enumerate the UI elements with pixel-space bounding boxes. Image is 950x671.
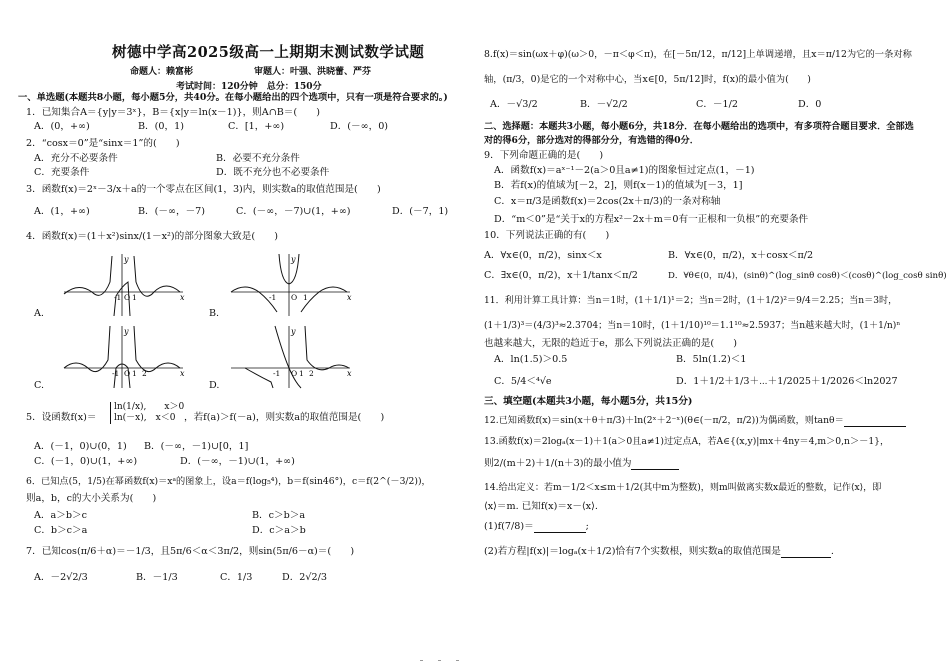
q3-option-a[interactable]: A．(1，+∞) bbox=[34, 206, 90, 217]
page-title: 树德中学高2025级高一上期期末测试数学试题 bbox=[112, 44, 425, 61]
section3-heading: 三、填空题(本题共3小题，每小题5分，共15分) bbox=[484, 396, 693, 407]
q13-text: 则2/(m＋2)＋1/(n＋3)的最小值为 bbox=[484, 458, 632, 469]
q4a-tick-neg1: -1 bbox=[114, 293, 122, 302]
q5-piecewise bbox=[110, 402, 184, 424]
q3-option-d[interactable]: D．(－7，1) bbox=[392, 206, 449, 217]
q4-label-c[interactable]: C. bbox=[34, 380, 45, 391]
q2-option-c[interactable]: C．充要条件 bbox=[34, 167, 90, 178]
q2-option-d[interactable]: D．既不充分也不必要条件 bbox=[216, 167, 330, 178]
q10-option-d[interactable]: D．∀θ∈(0，π/4)，(sinθ)^(log_sinθ cosθ)＜(cosθ)^(log_cosθ sinθ) bbox=[668, 271, 947, 281]
q13-stem: 13.函数f(x)＝2logₐ(x－1)＋1(a＞0且a≠1)过定点A，若A∈{(x,y)|mx＋4ny＝4,m＞0,n＞－1}， bbox=[484, 436, 890, 447]
q1-option-a[interactable]: A．(0，+∞) bbox=[34, 121, 90, 132]
footer-mark bbox=[420, 660, 423, 661]
q4a-axis-y: y bbox=[124, 255, 129, 264]
q4b-axis-x: x bbox=[347, 293, 352, 302]
q4d-axis-x: x bbox=[347, 369, 352, 378]
q4-label-d[interactable]: D. bbox=[209, 380, 220, 391]
q5-piece-1: ln(1/x), x＞0 bbox=[114, 402, 185, 412]
q5-option-a[interactable]: A．(－1，0)∪(0，1) bbox=[34, 441, 127, 452]
q4-graph-b bbox=[225, 252, 355, 318]
q3-option-b[interactable]: B．(－∞，－7) bbox=[138, 206, 206, 217]
q5-stem-a: 5．设函数f(x)＝ bbox=[26, 412, 97, 423]
q14-part1-blank[interactable] bbox=[534, 522, 586, 533]
q14-part2: (2)若方程|f(x)|＝logₐ(x＋1/2)恰有7个实数根，则实数a的取值范围是 bbox=[484, 546, 781, 557]
q2-stem: 2．“cosx＝0”是“sinx＝1”的( ) bbox=[26, 138, 180, 149]
q4c-tick-neg1: -1 bbox=[112, 369, 120, 378]
q1-option-b[interactable]: B．(0，1) bbox=[138, 121, 184, 132]
q6-option-a[interactable]: A．a＞b＞c bbox=[34, 510, 87, 521]
q4d-origin: O bbox=[291, 369, 298, 378]
q4c-axis-y: y bbox=[124, 327, 129, 336]
q4c-tick-1: 1 bbox=[132, 369, 137, 378]
q5-option-d[interactable]: D．(－∞，－1)∪(1，+∞) bbox=[180, 456, 295, 467]
q4-graph-a bbox=[58, 252, 188, 318]
q14-stem-2: ⟨x⟩＝m. 已知f(x)＝x－⟨x⟩. bbox=[484, 501, 598, 512]
q1-option-c[interactable]: C．[1，+∞) bbox=[228, 121, 285, 132]
q5-piece-2: ln(－x), x＜0 bbox=[114, 413, 176, 423]
q3-stem: 3．函数f(x)＝2ˣ－3/x＋a的一个零点在区间(1，3)内，则实数a的取值范围是( ) bbox=[26, 184, 381, 195]
q4c-origin: O bbox=[124, 369, 131, 378]
q4d-tick-2: 2 bbox=[309, 369, 314, 378]
q4c-tick-2: 2 bbox=[142, 369, 147, 378]
q4b-axis-y: y bbox=[291, 255, 296, 264]
q11-option-a[interactable]: A．ln(1.5)＞0.5 bbox=[494, 354, 568, 365]
q4-label-b[interactable]: B. bbox=[209, 308, 220, 319]
q11-option-c[interactable]: C．5/4＜⁴√e bbox=[494, 376, 552, 387]
q8-stem-2: 轴，(π/3，0)是它的一个对称中心，当x∈[0，5π/12]时，f(x)的最小值为( ) bbox=[484, 74, 811, 85]
q5-option-b[interactable]: B．(－∞，－1)∪[0，1] bbox=[144, 441, 249, 452]
exam-info: 考试时间：120分钟 总分：150分 bbox=[176, 82, 322, 92]
q9-option-b[interactable]: B．若f(x)的值域为[－2，2]，则f(x－1)的值域为[－3，1] bbox=[494, 180, 743, 191]
q11-option-d[interactable]: D．1＋1/2＋1/3＋⋯＋1/2025＋1/2026＜ln2027 bbox=[676, 376, 898, 387]
q7-option-b[interactable]: B．－1/3 bbox=[136, 572, 178, 583]
footer-mark bbox=[456, 660, 459, 661]
q14-part2-row: (2)若方程|f(x)|＝logₐ(x＋1/2)恰有7个实数根，则实数a的取值范围是 . bbox=[484, 546, 834, 557]
q2-option-a[interactable]: A．充分不必要条件 bbox=[34, 153, 118, 164]
q9-option-d[interactable]: D．“m＜0”是“关于x的方程x²－2x＋m＝0有一正根和一负根”的充要条件 bbox=[494, 214, 809, 225]
q4a-axis-x: x bbox=[180, 293, 185, 302]
q13-stem-2-row bbox=[484, 458, 679, 470]
q8-option-d[interactable]: D．0 bbox=[798, 99, 822, 110]
q4d-tick-neg1: -1 bbox=[273, 369, 281, 378]
q10-option-c[interactable]: C．∃x∈(0，π/2)，x＋1/tanx＜π/2 bbox=[484, 270, 638, 281]
q6-option-b[interactable]: B．c＞b＞a bbox=[252, 510, 306, 521]
q4d-axis-y: y bbox=[291, 327, 296, 336]
q4b-tick-neg1: -1 bbox=[269, 293, 277, 302]
q9-option-a[interactable]: A．函数f(x)＝aˣ⁻¹－2(a＞0且a≠1)的图象恒过定点(1，－1) bbox=[494, 165, 755, 176]
q4c-axis-x: x bbox=[180, 369, 185, 378]
section1-heading: 一、单选题(本题共8小题，每小题5分，共40分。在每小题给出的四个选项中，只有一项是符合要求的。) bbox=[18, 92, 448, 103]
q8-option-a[interactable]: A．－√3/2 bbox=[490, 99, 538, 110]
q6-option-d[interactable]: D．c＞a＞b bbox=[252, 525, 306, 536]
q12-text: 12.已知函数f(x)＝sin(x＋θ＋π/3)＋ln(2ˣ＋2⁻ˣ)(θ∈(－π/2，π/2))为偶函数，则tanθ＝ bbox=[484, 415, 844, 426]
q6-stem-2: 则a，b，c的大小关系为( ) bbox=[26, 493, 157, 504]
q4a-origin: O bbox=[124, 293, 131, 302]
reviewer: 审题人：叶强、洪晓蕾、严芬 bbox=[254, 67, 372, 77]
q11-stem-2: (1＋1/3)³＝(4/3)³≈2.3704；当n＝10时，(1＋1/10)¹⁰＝1.1¹⁰≈2.5937；当n越来越大时，(1＋1/n)ⁿ bbox=[484, 321, 901, 331]
q4-graph-d bbox=[225, 324, 355, 390]
footer-mark bbox=[438, 660, 441, 661]
q8-stem: 8.f(x)＝sin(ωx＋φ)(ω＞0，－π＜φ＜π)，在[－5π/12，π/12]上单调递增，且x＝π/12为它的一条对称 bbox=[484, 49, 912, 60]
q14-part2-blank[interactable] bbox=[781, 547, 831, 558]
q7-stem: 7．已知cos(π/6＋α)＝－1/3，且5π/6＜α＜3π/2，则sin(5π/6－α)＝( ) bbox=[26, 546, 355, 557]
section2-heading-2: 对的得6分，部分选对的得部分分，有选错的得0分． bbox=[484, 135, 699, 146]
q5-option-c[interactable]: C．(－1，0)∪(1，+∞) bbox=[34, 456, 138, 467]
q4b-tick-1: 1 bbox=[303, 293, 308, 302]
q1-option-d[interactable]: D．(－∞，0) bbox=[330, 121, 389, 132]
q6-option-c[interactable]: C．b＞c＞a bbox=[34, 525, 88, 536]
q11-stem-3: 也越来越大，无限的趋近于e，那么下列说法正确的是( ) bbox=[484, 338, 738, 349]
q14-stem: 14.给出定义：若m－1/2＜x≤m＋1/2(其中m为整数)，则m叫做离实数x最近的整数，记作⟨x⟩，即 bbox=[484, 483, 882, 493]
q14-part1: (1)f(7/8)＝ bbox=[484, 521, 534, 532]
q4a-tick-1: 1 bbox=[132, 293, 137, 302]
q11-option-b[interactable]: B．5ln(1.2)＜1 bbox=[676, 354, 747, 365]
q4-stem: 4．函数f(x)＝(1＋x²)sinx/(1－x²)的部分图象大致是( ) bbox=[26, 231, 279, 242]
q4-graph-c bbox=[58, 324, 188, 390]
q5-stem-b: ，若f(a)＞f(－a)，则实数a的取值范围是( ) bbox=[184, 412, 385, 423]
author: 命题人：赖富彬 bbox=[130, 67, 194, 77]
q4b-origin: O bbox=[291, 293, 298, 302]
q10-stem: 10．下列说法正确的有( ) bbox=[484, 230, 610, 241]
q12-answer-blank[interactable] bbox=[844, 416, 906, 427]
q4d-tick-1: 1 bbox=[299, 369, 304, 378]
section2-heading: 二、选择题：本题共3小题，每小题6分，共18分．在每小题给出的选项中，有多项符合题目要求．全部选 bbox=[484, 121, 914, 132]
q14-part1-row: (1)f(7/8)＝ ; bbox=[484, 521, 589, 532]
q10-option-b[interactable]: B．∀x∈(0，π/2)，x＋cosx＜π/2 bbox=[668, 250, 814, 261]
q7-option-c[interactable]: C．1/3 bbox=[220, 572, 253, 583]
q9-option-c[interactable]: C．x＝π/3是函数f(x)＝2cos(2x＋π/3)的一条对称轴 bbox=[494, 196, 721, 207]
q7-option-d[interactable]: D．2√2/3 bbox=[282, 572, 327, 583]
q9-stem: 9．下列命题正确的是( ) bbox=[484, 150, 604, 161]
q7-option-a[interactable]: A．－2√2/3 bbox=[34, 572, 88, 583]
q1-stem: 1．已知集合A＝{y|y＝3ˣ}，B＝{x|y＝ln(x－1)}，则A∩B＝( ) bbox=[26, 107, 321, 118]
q10-option-a[interactable]: A．∀x∈(0，π/2)，sinx＜x bbox=[484, 250, 602, 261]
q6-stem: 6．已知点(5，1/5)在幂函数f(x)＝xᵃ的图象上，设a＝f(log₅⁴)，b＝f(sin46°)，c＝f(2^(－3/2))， bbox=[26, 476, 431, 487]
q13-answer-blank[interactable] bbox=[631, 459, 679, 470]
q2-option-b[interactable]: B．必要不充分条件 bbox=[216, 153, 300, 164]
q12-stem bbox=[484, 415, 906, 427]
q3-option-c[interactable]: C．(－∞，－7)∪(1，+∞) bbox=[236, 206, 351, 217]
q4-label-a[interactable]: A. bbox=[34, 308, 44, 319]
q11-stem: 11．利用计算工具计算：当n＝1时，(1＋1/1)¹＝2；当n＝2时，(1＋1/2)²＝9/4＝2.25；当n＝3时， bbox=[484, 296, 898, 306]
q8-option-b[interactable]: B．－√2/2 bbox=[580, 99, 628, 110]
q8-option-c[interactable]: C．－1/2 bbox=[696, 99, 738, 110]
